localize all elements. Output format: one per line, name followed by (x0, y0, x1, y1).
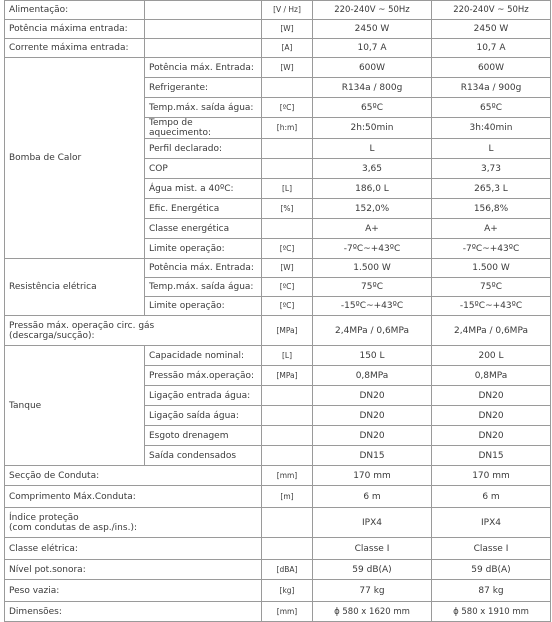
group-label-bomba-de-calor: Bomba de Calor (5, 58, 145, 259)
sub-label: Efic. Energética (145, 199, 262, 219)
value-model-1: -7ºC~+43ºC (313, 239, 432, 259)
table-row (5, 560, 551, 580)
value-model-2: IPX4 (432, 508, 551, 538)
row-unit (262, 538, 313, 560)
row-unit: [V / Hz] (262, 1, 313, 20)
row-label-pressao-circ-gas: Pressão máx. operação circ. gás (descarga/sucção): (5, 316, 262, 346)
sub-label: Refrigerante: (145, 78, 262, 98)
group-label-resistencia-eletrica: Resistência elétrica (5, 259, 145, 316)
value-model-2: 59 dB(A) (432, 560, 551, 580)
value-model-1: 600W (313, 58, 432, 78)
value-model-2: DN20 (432, 386, 551, 406)
value-model-2: 3,73 (432, 159, 551, 179)
row-unit (262, 386, 313, 406)
table-row (5, 580, 551, 602)
row-unit (262, 159, 313, 179)
row-unit: [L] (262, 179, 313, 199)
value-model-2: L (432, 139, 551, 159)
value-model-2: 6 m (432, 486, 551, 508)
row-label: Potência máxima entrada: (5, 20, 145, 39)
value-model-1: A+ (313, 219, 432, 239)
table-row (5, 466, 551, 486)
table-row (5, 346, 551, 366)
row-label: Dimensões: (5, 602, 262, 622)
value-model-2: 2,4MPa / 0,6MPa (432, 316, 551, 346)
value-model-1: 0,8MPa (313, 366, 432, 386)
value-model-2: R134a / 900g (432, 78, 551, 98)
value-model-1: Classe I (313, 538, 432, 560)
row-unit: [ºC] (262, 98, 313, 118)
row-unit (262, 139, 313, 159)
table-row (5, 20, 551, 39)
value-model-1: IPX4 (313, 508, 432, 538)
row-unit: [ºC] (262, 278, 313, 297)
value-model-1: 59 dB(A) (313, 560, 432, 580)
value-model-2: 156,8% (432, 199, 551, 219)
table-row (5, 602, 551, 622)
row-unit: [W] (262, 259, 313, 278)
value-model-2: -15ºC~+43ºC (432, 297, 551, 316)
value-model-2: 10,7 A (432, 39, 551, 58)
value-model-1: 3,65 (313, 159, 432, 179)
row-unit: [m] (262, 486, 313, 508)
value-model-1: 77 kg (313, 580, 432, 602)
row-label: Peso vazia: (5, 580, 262, 602)
value-model-1: 10,7 A (313, 39, 432, 58)
value-model-2: 87 kg (432, 580, 551, 602)
value-model-2: DN15 (432, 446, 551, 466)
value-model-2: 75ºC (432, 278, 551, 297)
value-model-2: 265,3 L (432, 179, 551, 199)
row-unit (262, 508, 313, 538)
row-label: Secção de Conduta: (5, 466, 262, 486)
table-row (5, 1, 551, 20)
group-label-tanque: Tanque (5, 346, 145, 466)
table-row (5, 259, 551, 278)
row-unit: [MPa] (262, 366, 313, 386)
value-model-1: 6 m (313, 486, 432, 508)
value-model-1: 2,4MPa / 0,6MPa (313, 316, 432, 346)
sub-label: COP (145, 159, 262, 179)
row-label: Classe elétrica: (5, 538, 262, 560)
sub-label: Esgoto drenagem (145, 426, 262, 446)
row-unit (262, 426, 313, 446)
row-label: Comprimento Máx.Conduta: (5, 486, 262, 508)
value-model-1: 65ºC (313, 98, 432, 118)
table-row (5, 486, 551, 508)
table-row (5, 58, 551, 78)
spec-table (4, 0, 551, 622)
value-model-2: 600W (432, 58, 551, 78)
value-model-1: 1.500 W (313, 259, 432, 278)
table-row (5, 538, 551, 560)
sub-label: Temp.máx. saída água: (145, 98, 262, 118)
value-model-1: 152,0% (313, 199, 432, 219)
value-model-2: -7ºC~+43ºC (432, 239, 551, 259)
value-model-2: 0,8MPa (432, 366, 551, 386)
value-model-1: DN15 (313, 446, 432, 466)
sub-label: Pressão máx.operação: (145, 366, 262, 386)
sub-label: Água mist. a 40ºC: (145, 179, 262, 199)
value-model-1: ϕ 580 x 1620 mm (313, 602, 432, 622)
value-model-2: 1.500 W (432, 259, 551, 278)
sub-label: Limite operação: (145, 297, 262, 316)
sub-label: Classe energética (145, 219, 262, 239)
sub-label: Tempo de aquecimento: (145, 118, 262, 139)
value-model-1: 2450 W (313, 20, 432, 39)
row-label: Nível pot.sonora: (5, 560, 262, 580)
row-unit: [ºC] (262, 239, 313, 259)
value-model-2: DN20 (432, 426, 551, 446)
sub-label: Ligação entrada água: (145, 386, 262, 406)
row-unit: [L] (262, 346, 313, 366)
row-unit: [ºC] (262, 297, 313, 316)
row-unit: [kg] (262, 580, 313, 602)
sub-label: Temp.máx. saída água: (145, 278, 262, 297)
row-unit: [mm] (262, 466, 313, 486)
value-model-2: 2450 W (432, 20, 551, 39)
value-model-1: DN20 (313, 386, 432, 406)
value-model-2: 170 mm (432, 466, 551, 486)
value-model-1: 75ºC (313, 278, 432, 297)
table-row (5, 39, 551, 58)
row-unit: [A] (262, 39, 313, 58)
value-model-1: 150 L (313, 346, 432, 366)
value-model-2: 65ºC (432, 98, 551, 118)
value-model-1: 2h:50min (313, 118, 432, 139)
value-model-1: DN20 (313, 406, 432, 426)
table-row (5, 508, 551, 538)
value-model-2: A+ (432, 219, 551, 239)
sub-label: Perfil declarado: (145, 139, 262, 159)
value-model-1: DN20 (313, 426, 432, 446)
row-unit: [dBA] (262, 560, 313, 580)
value-model-1: -15ºC~+43ºC (313, 297, 432, 316)
sub-label: Limite operação: (145, 239, 262, 259)
value-model-2: ϕ 580 x 1910 mm (432, 602, 551, 622)
row-unit: [mm] (262, 602, 313, 622)
row-label: Corrente máxima entrada: (5, 39, 145, 58)
value-model-2: DN20 (432, 406, 551, 426)
row-label-indice-protecao: Índice proteção (com condutas de asp./ins.): (5, 508, 262, 538)
row-unit (262, 406, 313, 426)
value-model-2: 3h:40min (432, 118, 551, 139)
sub-label: Potência máx. Entrada: (145, 58, 262, 78)
value-model-2: Classe I (432, 538, 551, 560)
row-unit: [MPa] (262, 316, 313, 346)
row-unit: [h:m] (262, 118, 313, 139)
value-model-1: 220-240V ~ 50Hz (313, 1, 432, 20)
sub-label: Potência máx. Entrada: (145, 259, 262, 278)
sub-label: Capacidade nominal: (145, 346, 262, 366)
sub-label: Ligação saída água: (145, 406, 262, 426)
row-unit: [W] (262, 58, 313, 78)
value-model-1: L (313, 139, 432, 159)
row-unit (262, 219, 313, 239)
row-label: Alimentação: (5, 1, 145, 20)
row-unit (262, 446, 313, 466)
sub-label: Saída condensados (145, 446, 262, 466)
table-row (5, 316, 551, 346)
value-model-1: 170 mm (313, 466, 432, 486)
row-unit (262, 78, 313, 98)
value-model-1: 186,0 L (313, 179, 432, 199)
value-model-2: 220-240V ~ 50Hz (432, 1, 551, 20)
row-unit: [%] (262, 199, 313, 219)
value-model-1: R134a / 800g (313, 78, 432, 98)
value-model-2: 200 L (432, 346, 551, 366)
row-unit: [W] (262, 20, 313, 39)
